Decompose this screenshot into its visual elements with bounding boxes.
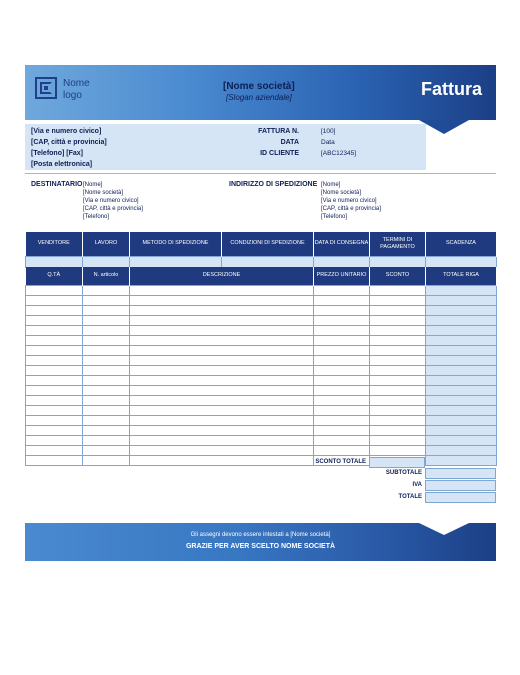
table-cell[interactable] — [426, 325, 497, 335]
table-cell[interactable] — [26, 385, 83, 395]
col-vendor: VENDITORE — [26, 232, 83, 256]
table-cell[interactable] — [83, 345, 130, 355]
table-cell[interactable] — [426, 256, 497, 267]
table-cell[interactable] — [370, 445, 426, 455]
items-body — [26, 285, 497, 465]
payment-note: Gli assegni devono essere intestati a [Nome società] — [190, 532, 331, 538]
table-cell[interactable] — [83, 395, 130, 405]
table-cell[interactable] — [426, 365, 497, 375]
table-cell[interactable] — [130, 425, 314, 435]
table-cell[interactable] — [26, 435, 83, 445]
col-delivery-date: DATA DI CONSEGNA — [314, 232, 370, 256]
company-slogan: [Slogan aziendale] — [226, 93, 292, 102]
logo-line2: logo — [63, 90, 82, 101]
table-cell[interactable] — [26, 335, 83, 345]
table-cell[interactable] — [314, 285, 370, 295]
table-cell[interactable] — [130, 285, 314, 295]
table-cell[interactable] — [83, 425, 130, 435]
items-table — [25, 267, 497, 466]
invoice-date-label: DATA — [280, 139, 299, 146]
address-city: [CAP, città e provincia] — [31, 139, 107, 146]
table-cell[interactable] — [314, 325, 370, 335]
table-cell[interactable] — [26, 415, 83, 425]
table-cell[interactable] — [130, 295, 314, 305]
shipping-line: [Nome società] — [321, 190, 362, 196]
table-row — [26, 295, 497, 305]
table-row — [26, 305, 497, 315]
table-cell[interactable] — [130, 325, 314, 335]
table-cell[interactable] — [83, 355, 130, 365]
table-row — [26, 455, 497, 465]
table-cell[interactable] — [314, 445, 370, 455]
shipping-line: [CAP, città e provincia] — [321, 206, 381, 212]
table-row — [26, 365, 497, 375]
col-due-date: SCADENZA — [426, 232, 497, 256]
table-row — [26, 335, 497, 345]
subtotal-cell[interactable] — [425, 468, 496, 479]
table-cell[interactable] — [314, 395, 370, 405]
table-cell[interactable] — [426, 415, 497, 425]
table-cell[interactable] — [314, 365, 370, 375]
recipient-label: DESTINATARIO — [31, 181, 83, 188]
recipient-line: [CAP, città e provincia] — [83, 206, 143, 212]
table-cell[interactable] — [26, 325, 83, 335]
table-cell[interactable] — [370, 345, 426, 355]
vat-label: IVA — [412, 482, 422, 488]
table-row — [26, 395, 497, 405]
shipping-address — [321, 181, 381, 221]
table-cell[interactable] — [426, 315, 497, 325]
table-cell[interactable] — [426, 395, 497, 405]
banner-notch — [419, 120, 469, 134]
col-job: LAVORO — [83, 232, 130, 256]
table-cell[interactable] — [314, 355, 370, 365]
table-cell[interactable] — [370, 405, 426, 415]
table-cell[interactable] — [370, 395, 426, 405]
table-cell[interactable] — [26, 455, 83, 465]
table-row — [26, 355, 497, 365]
table-cell[interactable] — [314, 295, 370, 305]
table-cell[interactable] — [83, 335, 130, 345]
table-cell[interactable] — [370, 305, 426, 315]
table-cell[interactable] — [426, 345, 497, 355]
table-cell[interactable] — [83, 295, 130, 305]
table-row — [26, 285, 497, 295]
col-ship-terms: CONDIZIONI DI SPEDIZIONE — [222, 232, 314, 256]
table-cell[interactable] — [314, 335, 370, 345]
table-cell[interactable] — [314, 415, 370, 425]
table-cell[interactable] — [130, 415, 314, 425]
table-cell[interactable] — [370, 375, 426, 385]
thank-you-note: GRAZIE PER AVER SCELTO NOME SOCIETÀ — [185, 543, 336, 550]
table-cell[interactable] — [130, 395, 314, 405]
table-cell[interactable] — [314, 385, 370, 395]
table-cell[interactable] — [370, 285, 426, 295]
table-cell[interactable] — [426, 335, 497, 345]
address-phone-fax: [Telefono] [Fax] — [31, 150, 83, 157]
table-cell[interactable] — [314, 435, 370, 445]
table-cell[interactable] — [130, 315, 314, 325]
table-cell[interactable] — [314, 345, 370, 355]
table-cell[interactable] — [83, 375, 130, 385]
table-cell[interactable] — [83, 285, 130, 295]
table-cell[interactable] — [314, 375, 370, 385]
invoice-date-value: Data — [321, 139, 335, 146]
table-cell[interactable] — [130, 305, 314, 315]
table-cell[interactable] — [222, 256, 314, 267]
table-row — [26, 375, 497, 385]
shipping-line: [Nome] — [321, 182, 341, 188]
table-cell[interactable] — [426, 385, 497, 395]
table-cell[interactable] — [83, 305, 130, 315]
client-id-value: [ABC12345] — [321, 150, 357, 157]
table-cell[interactable] — [130, 335, 314, 345]
table-cell[interactable] — [26, 395, 83, 405]
page-title: Fattura — [421, 79, 483, 99]
table-cell[interactable] — [83, 256, 130, 267]
table-cell[interactable] — [26, 315, 83, 325]
col-qty: Q.TÀ — [26, 267, 83, 285]
table-cell[interactable] — [130, 445, 314, 455]
table-cell[interactable] — [426, 425, 497, 435]
table-row — [26, 315, 497, 325]
vat-cell[interactable] — [425, 480, 496, 491]
section-divider — [25, 173, 496, 174]
info-band — [25, 124, 426, 170]
invoice-number-label: FATTURA N. — [258, 128, 299, 135]
table-row — [26, 425, 497, 435]
table-cell[interactable] — [370, 315, 426, 325]
recipient-line: [Nome] — [83, 182, 103, 188]
table-cell[interactable] — [83, 405, 130, 415]
table-cell[interactable] — [26, 305, 83, 315]
recipient-address — [83, 181, 143, 221]
table-cell[interactable] — [130, 345, 314, 355]
table-cell[interactable] — [130, 256, 222, 267]
table-cell[interactable] — [370, 256, 426, 267]
col-discount: SCONTO — [370, 267, 426, 285]
table-cell[interactable] — [426, 445, 497, 455]
invoice-number-value: [100] — [321, 128, 336, 135]
table-cell[interactable] — [314, 256, 370, 267]
table-row — [26, 385, 497, 395]
logo-line1: Nome — [63, 78, 90, 89]
logo-placeholder — [63, 78, 90, 102]
table-cell[interactable] — [26, 445, 83, 455]
table-cell[interactable] — [130, 365, 314, 375]
col-item-number: N. articolo — [83, 267, 130, 285]
table-cell[interactable] — [370, 425, 426, 435]
subtotal-label: SUBTOTALE — [385, 470, 422, 476]
table-cell[interactable] — [370, 355, 426, 365]
table-cell[interactable] — [83, 435, 130, 445]
header-banner — [25, 65, 496, 120]
table-cell[interactable] — [314, 405, 370, 415]
table-row — [26, 415, 497, 425]
table-row — [26, 345, 497, 355]
table-cell[interactable] — [26, 295, 83, 305]
shipping-line: [Telefono] — [321, 214, 348, 220]
recipient-line: [Via e numero civico] — [83, 198, 139, 204]
table-cell[interactable] — [426, 295, 497, 305]
address-email: [Posta elettronica] — [31, 161, 93, 168]
table-cell[interactable] — [370, 385, 426, 395]
table-cell[interactable] — [26, 365, 83, 375]
total-cell[interactable] — [425, 492, 496, 503]
table-cell[interactable] — [26, 345, 83, 355]
table-cell[interactable] — [130, 385, 314, 395]
table-cell[interactable] — [83, 385, 130, 395]
shipping-line: [Via e numero civico] — [321, 198, 377, 204]
shipping-table — [25, 232, 497, 268]
discount-total-cell[interactable] — [369, 457, 425, 468]
table-cell[interactable] — [130, 405, 314, 415]
table-cell[interactable] — [370, 335, 426, 345]
address-street: [Via e numero civico] — [31, 128, 102, 135]
table-row — [26, 445, 497, 455]
table-cell[interactable] — [26, 285, 83, 295]
col-line-total: TOTALE RIGA — [426, 267, 497, 285]
total-label: TOTALE — [398, 494, 422, 500]
table-cell[interactable] — [370, 365, 426, 375]
table-cell[interactable] — [83, 325, 130, 335]
table-row — [26, 325, 497, 335]
client-id-label: ID CLIENTE — [260, 150, 299, 157]
table-cell[interactable] — [130, 435, 314, 445]
table-cell[interactable] — [26, 256, 83, 267]
recipient-line: [Telefono] — [83, 214, 110, 220]
table-cell[interactable] — [314, 425, 370, 435]
table-cell[interactable] — [426, 285, 497, 295]
table-cell[interactable] — [83, 315, 130, 325]
col-ship-method: METODO DI SPEDIZIONE — [130, 232, 222, 256]
table-cell[interactable] — [426, 375, 497, 385]
table-cell[interactable] — [314, 305, 370, 315]
col-unit-price: PREZZO UNITARIO — [314, 267, 370, 285]
table-row — [26, 405, 497, 415]
table-cell[interactable] — [83, 445, 130, 455]
company-name: [Nome società] — [223, 81, 295, 92]
table-cell[interactable] — [370, 295, 426, 305]
table-cell[interactable] — [26, 405, 83, 415]
table-cell[interactable] — [26, 355, 83, 365]
table-cell[interactable] — [314, 315, 370, 325]
table-cell[interactable] — [426, 435, 497, 445]
table-cell[interactable] — [26, 425, 83, 435]
table-cell[interactable] — [370, 435, 426, 445]
table-cell[interactable] — [426, 455, 497, 465]
table-cell[interactable] — [370, 325, 426, 335]
table-cell[interactable] — [26, 375, 83, 385]
table-cell[interactable] — [426, 305, 497, 315]
table-cell[interactable] — [426, 355, 497, 365]
table-cell[interactable] — [83, 365, 130, 375]
col-payment-terms: TERMINI DI PAGAMENTO — [370, 232, 426, 256]
shipping-label: INDIRIZZO DI SPEDIZIONE — [229, 181, 318, 188]
table-cell[interactable] — [130, 375, 314, 385]
table-cell[interactable] — [426, 405, 497, 415]
recipient-line: [Nome società] — [83, 190, 124, 196]
table-cell[interactable] — [130, 355, 314, 365]
table-cell[interactable] — [83, 455, 130, 465]
discount-total-label: SCONTO TOTALE — [315, 459, 366, 465]
table-cell[interactable] — [370, 415, 426, 425]
logo-icon — [35, 77, 57, 99]
table-row — [26, 435, 497, 445]
table-cell[interactable] — [83, 415, 130, 425]
col-description: DESCRIZIONE — [130, 267, 314, 285]
